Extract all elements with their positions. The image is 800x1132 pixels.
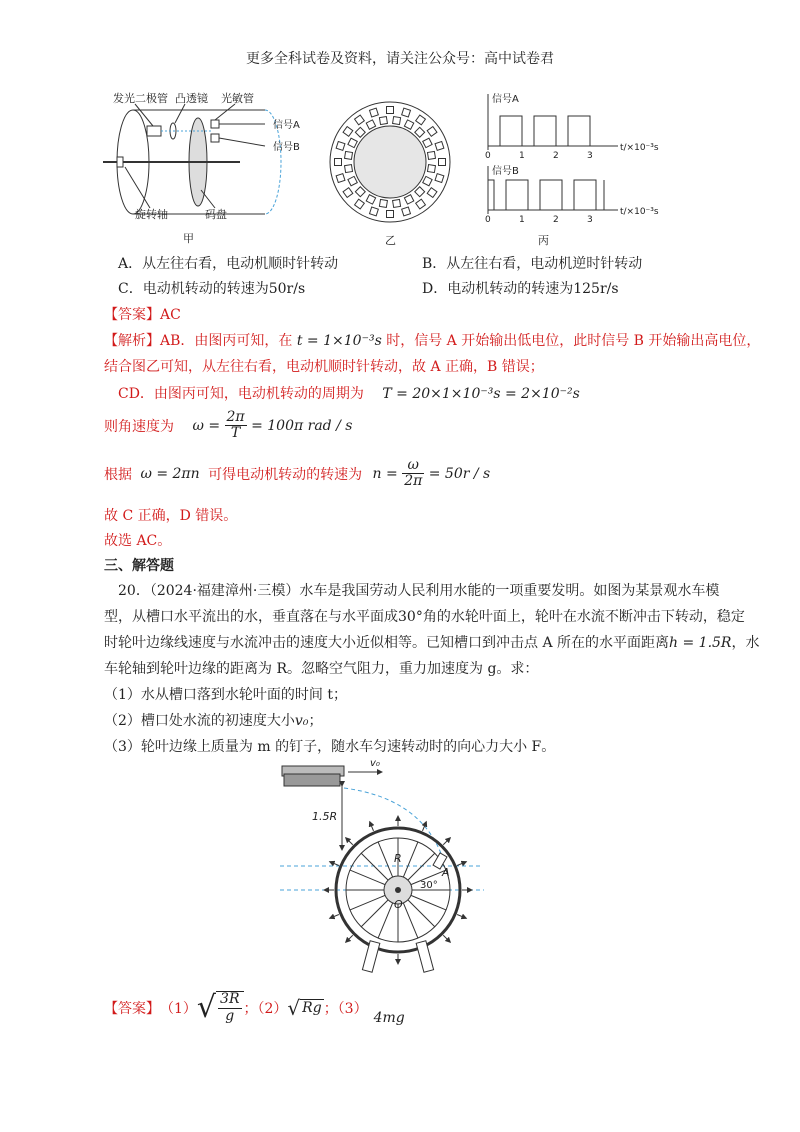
velocity-arrow [457, 914, 466, 918]
velocity-arrow [443, 935, 450, 942]
disk-slot [427, 151, 435, 159]
q20-s2-v0: v₀ [294, 713, 309, 729]
option-c-value: 50r/s [268, 281, 306, 297]
lens-label: 凸透镜 [175, 92, 208, 105]
answer-19-tag: 【答案】 [104, 307, 160, 323]
analysis-l4a: 则角速度为 [104, 418, 174, 435]
blade-left [362, 941, 379, 973]
sqrt-sign-icon: √ [196, 990, 217, 1025]
analysis-l4-num: 2π [226, 409, 245, 425]
disk-slot [427, 165, 435, 173]
velocity-arrow [346, 838, 353, 845]
q20-line-2 [104, 606, 745, 626]
shaft-leader [125, 167, 150, 208]
analysis-l3a: CD．由图丙可知，电动机转动的周期为 [118, 386, 364, 402]
analysis-l4-frac [225, 410, 247, 442]
answer-20-p1: （1） [160, 1000, 197, 1017]
disk-slot [379, 199, 387, 207]
q20-line-3 [104, 632, 759, 652]
answer-20-a2 [287, 996, 323, 1020]
q20-s2a: （2）槽口处水流的初速度大小 [104, 713, 295, 729]
option-c [118, 278, 305, 298]
analysis-line-1 [104, 330, 760, 350]
velocity-arrow [443, 838, 450, 845]
answer-20-a1-num: 3R [220, 991, 240, 1008]
option-b: B．从左往右看，电动机逆时针转动 [422, 256, 643, 272]
angle-label: 30° [420, 880, 438, 891]
figure-yi-caption: 乙 [385, 234, 396, 247]
sqrt-sign-icon: √ [287, 995, 301, 1020]
velocity-arrow [330, 862, 339, 866]
analysis-l1-eq: t = 1×10⁻³s [296, 333, 382, 349]
radius-label: R [394, 852, 402, 865]
answer-19-text: AC [160, 307, 181, 323]
q20-l2-angle: 30° [398, 609, 423, 625]
option-d-text: D．电动机转动的转速为 [422, 281, 574, 297]
sigA-tick-2: 2 [553, 151, 559, 161]
velocity-arrow [370, 822, 374, 831]
analysis-line-2: 结合图乙可知，从左往右看，电动机顺时针转动，故 A 正确，B 错误； [104, 359, 544, 375]
analysis-line-6: 故 C 正确，D 错误。 [104, 508, 238, 524]
disk-slot [402, 108, 411, 117]
sensor-label: 光敏管 [221, 92, 254, 105]
disk-slot [370, 108, 379, 117]
q20-l2b: 角的水轮叶面上，轮叶在水流不断冲击下转动，稳定 [422, 609, 745, 625]
sigB-waveform [488, 180, 604, 210]
q20-l3a: 时轮叶边缘线速度与水流冲击的速度大小近似相等。已知槽口到冲击点 A 所在的水平面距离 [104, 635, 670, 651]
option-c-text: C．电动机转动的转速为 [118, 281, 269, 297]
point-a-label: A [442, 866, 450, 879]
lens-leader [175, 104, 185, 123]
figure-yi [325, 100, 455, 250]
q20-sub-2 [104, 710, 322, 730]
v0-label: v₀ [370, 758, 380, 769]
disk-slot [435, 174, 444, 183]
analysis-l5-den: 2π [404, 473, 423, 490]
q20-line-1: 20．（2024·福建漳州·三模）水车是我国劳动人民利用水能的一项重要发明。如图为某景观水车模 [118, 583, 720, 599]
disk-slot [387, 107, 394, 114]
analysis-l5-lhs: n = [372, 465, 398, 482]
disk-slot [435, 142, 444, 151]
figure-bing [478, 88, 678, 250]
sensor-a [211, 120, 219, 128]
q20-l3-eq: h = 1.5R [669, 635, 732, 651]
analysis-line-7: 故选 AC。 [104, 533, 172, 549]
analysis-l4-rhs: = 100π rad / s [251, 417, 353, 434]
answer-20 [104, 990, 405, 1025]
velocity-arrow [330, 914, 339, 918]
sigA-tick-0: 0 [485, 151, 491, 161]
analysis-l4-lhs: ω = [192, 417, 221, 434]
analysis-line-3 [118, 383, 580, 403]
sigB-tick-2: 2 [553, 215, 559, 225]
analysis-line-4 [104, 410, 352, 442]
shaft-label: 旋转轴 [135, 208, 168, 221]
sensor-b [211, 134, 219, 142]
wheel-axle [395, 887, 401, 893]
analysis-l4-den: T [230, 425, 241, 442]
led-body [147, 126, 161, 136]
trough-body [284, 774, 340, 786]
center-o-label: O [394, 898, 403, 911]
disk-inner [354, 126, 426, 198]
sigB-tick-1: 1 [519, 215, 525, 225]
analysis-l5-num: ω [402, 458, 424, 474]
q20-sub-3: （3）轮叶边缘上质量为 m 的钉子，随水车匀速转动时的向心力大小 F。 [104, 739, 556, 755]
velocity-arrow [422, 822, 426, 831]
q20-s2b: ； [308, 713, 323, 729]
answer-20-a1 [197, 990, 244, 1025]
analysis-l5-frac [402, 458, 424, 490]
analysis-l1b: 时，信号 A 开始输出低电位，此时信号 B 开始输出高电位， [386, 333, 761, 349]
q20-sub-1: （1）水从槽口落到水轮叶面的时间 t； [104, 687, 347, 703]
water-trajectory [344, 788, 442, 856]
sensor-leader [215, 104, 235, 120]
height-label: 1.5R [312, 810, 338, 823]
sigA-axis-label: 信号A [492, 94, 519, 105]
sigA-tick-3: 3 [587, 151, 593, 161]
analysis-l3-eq: T = 20×1×10⁻³s = 2×10⁻²s [382, 386, 580, 402]
sigA-xlabel: t/×10⁻³s [620, 143, 659, 153]
disk-label: 码盘 [205, 208, 227, 221]
answer-20-sep2: ；（3） [323, 1000, 368, 1017]
analysis-line-5 [104, 458, 490, 490]
option-d-value: 125r/s [573, 281, 619, 297]
disk-slot [393, 199, 401, 207]
figure-jia [95, 90, 300, 250]
disk-slot [393, 117, 401, 125]
sigB-tick-0: 0 [485, 215, 491, 225]
sigA-tick-1: 1 [519, 151, 525, 161]
sigB-xlabel: t/×10⁻³s [620, 207, 659, 217]
option-d [422, 278, 619, 298]
disk-slot [402, 207, 411, 216]
disk-slot [370, 207, 379, 216]
disk-slot [345, 165, 353, 173]
disk-slot [439, 159, 446, 166]
q20-l2a: 型，从槽口水平流出的水，垂直落在与水平面成 [104, 609, 398, 625]
disk-slot [387, 211, 394, 218]
blade-right [416, 941, 433, 973]
page-header: 更多全科试卷及资料，请关注公众号：高中试卷君 [246, 51, 554, 67]
analysis-tag: 【解析】 [104, 333, 160, 349]
lead-b [219, 138, 265, 146]
answer-20-a2-rad: Rg [302, 1000, 322, 1016]
figure-jia-caption: 甲 [183, 232, 194, 245]
q20-l3b: ，水 [731, 635, 760, 651]
figure-bing-caption: 丙 [538, 234, 549, 247]
answer-20-tag: 【答案】 [104, 1000, 160, 1017]
disk-slot [335, 159, 342, 166]
sigA-waveform [488, 116, 602, 146]
signal-b-label: 信号B [273, 142, 300, 153]
answer-20-a1-den: g [225, 1007, 235, 1024]
answer-20-sep1: ；（2） [243, 1000, 288, 1017]
sigB-tick-3: 3 [587, 215, 593, 225]
answer-20-a3: 4mg [373, 1009, 405, 1026]
velocity-arrow [457, 862, 466, 866]
disk-slot [379, 117, 387, 125]
disk-slot [336, 174, 345, 183]
disk-slot [345, 151, 353, 159]
shaft-collar [117, 157, 123, 167]
analysis-l1a: AB．由图丙可知，在 [160, 333, 293, 349]
section-title: 三、解答题 [104, 558, 174, 574]
led-label: 发光二极管 [113, 92, 168, 105]
analysis-l5-eq: ω = 2πn [140, 465, 200, 482]
disk-slot [336, 142, 345, 151]
figure-water-wheel [270, 758, 500, 978]
velocity-arrow [346, 935, 353, 942]
signal-a-label: 信号A [273, 120, 300, 131]
answer-19 [104, 304, 181, 324]
analysis-l5-rhs: = 50r / s [428, 465, 491, 482]
sigB-axis-label: 信号B [492, 166, 519, 177]
analysis-l5a: 根据 [104, 466, 132, 483]
analysis-l5b: 可得电动机转动的转速为 [208, 466, 363, 483]
q20-line-4: 车轮轴到轮叶边缘的距离为 R。忽略空气阻力，重力加速度为 g。求： [104, 661, 539, 677]
option-a: A．从左往右看，电动机顺时针转动 [118, 256, 339, 272]
